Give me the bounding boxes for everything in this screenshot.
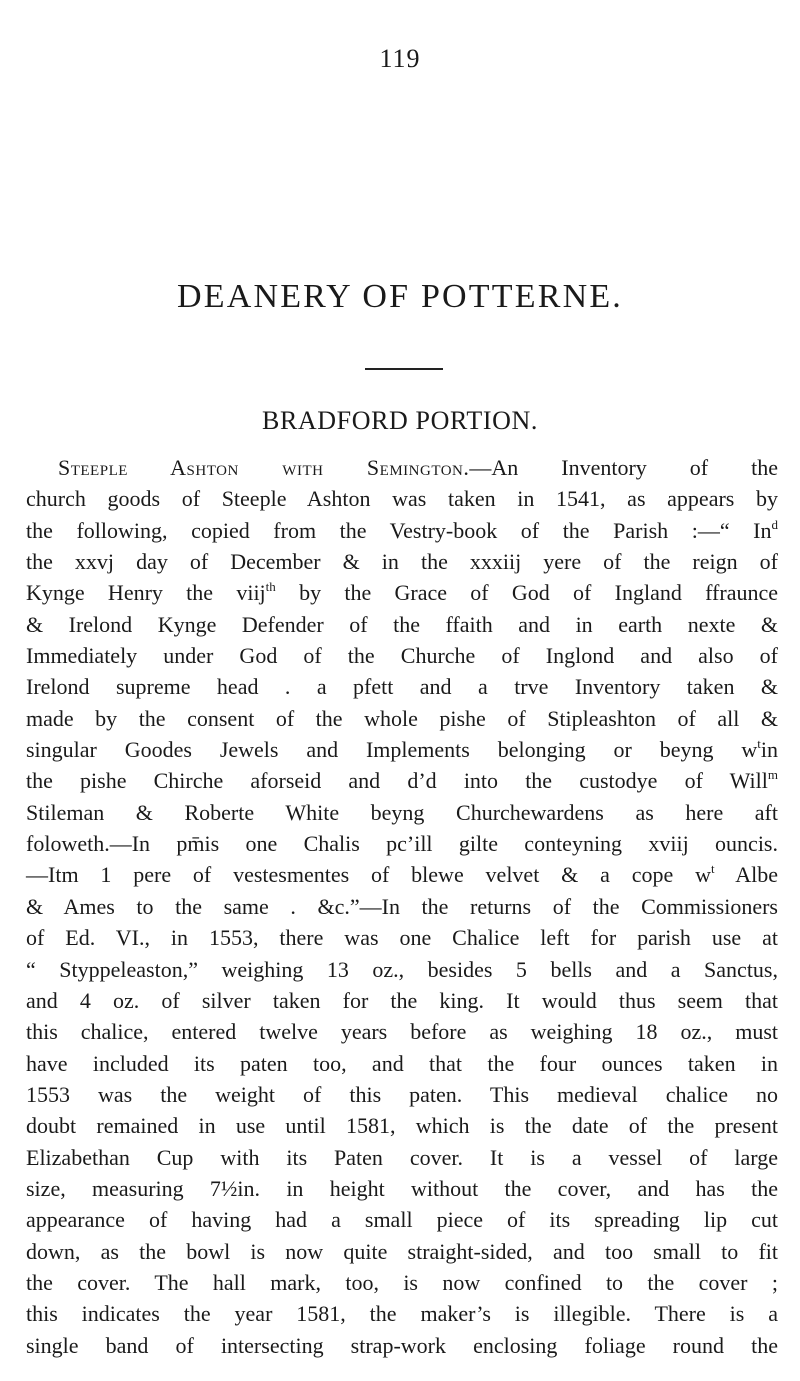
text-line-12: Stileman & Roberte White beyng Churchewardens as here aft bbox=[26, 799, 778, 825]
text-line-2: church goods of Steeple Ashton was taken in 1541, as appears by bbox=[26, 486, 778, 512]
text-line-16: of Ed. VI., in 1553, there was one Chalice left for parish use at bbox=[26, 925, 778, 951]
text-line-10: singular Goodes Jewels and Implements belonging or beyng $w^tin$ bbox=[26, 736, 778, 763]
body-text bbox=[26, 452, 778, 1361]
text-line-18: and 4 oz. of silver taken for the king. It would thus seem that bbox=[26, 987, 778, 1013]
section-title: DEANERY OF POTTERNE. bbox=[176, 278, 624, 315]
text-line-28: this indicates the year 1581, the maker’s is illegible. There is a bbox=[26, 1301, 778, 1327]
parish-heading: Steeple Ashton with Semington. bbox=[58, 455, 470, 480]
text-line-17: “ Styppeleaston,” weighing 13 oz., besides 5 bells and a Sanctus, bbox=[26, 956, 778, 982]
text-line-19: this chalice, entered twelve years before as weighing 18 oz., must bbox=[26, 1019, 778, 1045]
text-line-24: size, measuring 7½in. in height without the cover, and has the bbox=[26, 1175, 778, 1201]
text-line-1: Steeple Ashton with Semington.—An Inventory of the bbox=[58, 455, 778, 480]
text-line-25: appearance of having had a small piece of its spreading lip cut bbox=[26, 1207, 778, 1233]
text-line-4: the xxvj day of December & in the xxxiij yere of the reign of bbox=[26, 549, 778, 575]
page-number: 119 bbox=[379, 44, 421, 73]
text-line-11: the pishe Chirche aforseid and d’d into the custodye of Will$^m$ bbox=[26, 767, 778, 794]
text-line-3: the following, copied from the Vestry-book of the Parish :—“ In$^d$ bbox=[26, 516, 778, 543]
text-line-14: —Itm 1 pere of vestesmentes of blewe velvet & a cope $w^t$ Albe bbox=[26, 861, 778, 888]
subsection-title: BRADFORD PORTION. bbox=[262, 406, 538, 435]
text-line-20: have included its paten too, and that the four ounces taken in bbox=[26, 1050, 778, 1076]
text-line-8: Irelond supreme head . a pfett and a trve Inventory taken & bbox=[26, 674, 778, 700]
text-line-27: the cover. The hall mark, too, is now confined to the cover ; bbox=[26, 1269, 778, 1295]
text-line-15: & Ames to the same . &c.”—In the returns of the Commissioners bbox=[26, 893, 778, 919]
text-line-26: down, as the bowl is now quite straight-sided, and too small to fit bbox=[26, 1238, 778, 1264]
text-line-9: made by the consent of the whole pishe of Stipleashton of all & bbox=[26, 705, 778, 731]
text-line-21: 1553 was the weight of this paten. This medieval chalice no bbox=[26, 1081, 778, 1107]
text-line-7: Immediately under God of the Churche of Inglond and also of bbox=[26, 643, 778, 669]
text-line-6: & Irelond Kynge Defender of the ffaith and in earth nexte & bbox=[26, 611, 778, 637]
text-line-23: Elizabethan Cup with its Paten cover. It is a vessel of large bbox=[26, 1144, 778, 1170]
title-rule-divider bbox=[365, 368, 443, 370]
text-line-13: foloweth.—In pm̄is one Chalis pc’ill gilte conteyning xviij ouncis. bbox=[26, 831, 778, 857]
text-line-5: Kynge Henry the viij$^{th}$ by the Grace of God of Ingland ffraunce bbox=[26, 579, 778, 606]
text-line-22: doubt remained in use until 1581, which is the date of the present bbox=[26, 1113, 778, 1139]
text-line-29: single band of intersecting strap-work enclosing foliage round the bbox=[26, 1332, 778, 1358]
